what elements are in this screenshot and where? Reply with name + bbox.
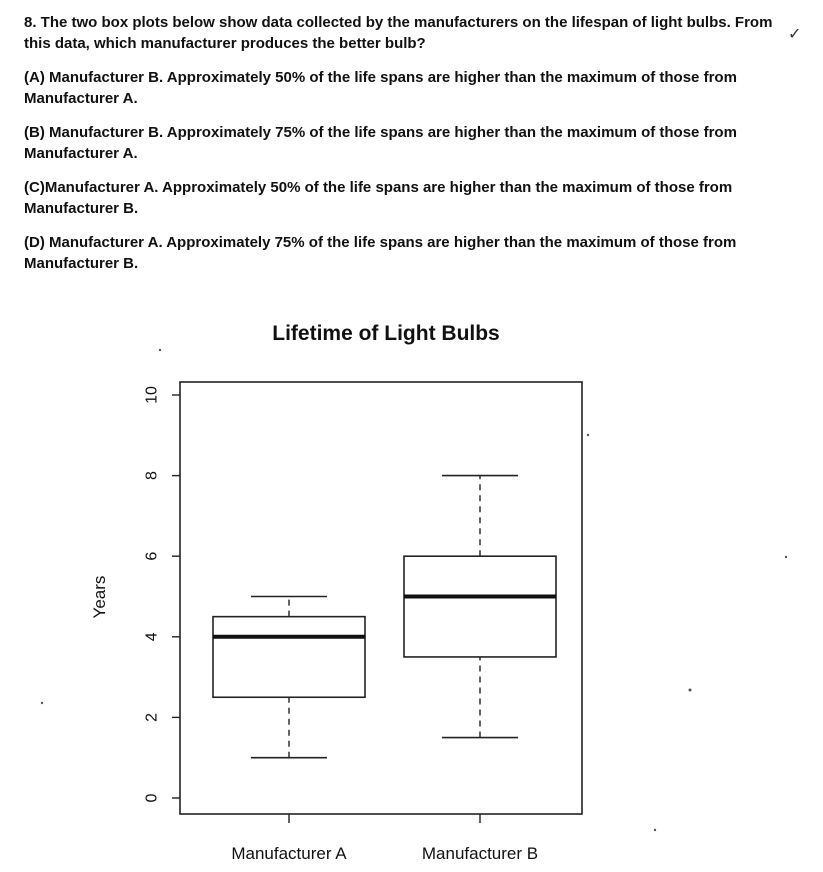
y-tick-label: 2: [143, 712, 161, 722]
scan-speck: [654, 829, 656, 831]
iqr-box: [404, 556, 556, 657]
y-tick-label: 4: [143, 632, 161, 642]
option-c: (C)Manufacturer A. Approximately 50% of the life spans are higher than the maximum of those from Manufacturer B.: [24, 179, 733, 217]
iqr-box: [213, 617, 365, 698]
check-mark: ✓: [788, 26, 802, 43]
scan-speck: [587, 434, 589, 436]
x-tick-label: Manufacturer B: [421, 844, 539, 863]
option-d: (D) Manufacturer A. Approximately 75% of the life spans are higher than the maximum of those from Manufacturer B.: [24, 234, 737, 272]
option-b: (B) Manufacturer B. Approximately 75% of the life spans are higher than the maximum of those from Manufacturer A.: [24, 124, 737, 162]
question-stem: 8. The two box plots below show data collected by the manufacturers on the lifespan of light bulbs. From this data, which manufacturer produces the better bulb?: [24, 14, 773, 52]
x-tick-label: Manufacturer A: [231, 844, 347, 863]
scan-speck: [159, 349, 161, 351]
y-axis-label: Years: [90, 575, 109, 619]
y-tick-label: 10: [143, 386, 161, 404]
option-a: (A) Manufacturer B. Approximately 50% of the life spans are higher than the maximum of those from Manufacturer A.: [24, 69, 737, 107]
scan-speck: [41, 702, 43, 704]
y-tick-label: 6: [143, 551, 161, 561]
y-tick-label: 0: [143, 793, 161, 803]
scan-speck: [689, 689, 692, 692]
chart-title: Lifetime of Light Bulbs: [272, 322, 500, 345]
scan-speck: [785, 556, 787, 558]
y-tick-label: 8: [143, 471, 161, 481]
